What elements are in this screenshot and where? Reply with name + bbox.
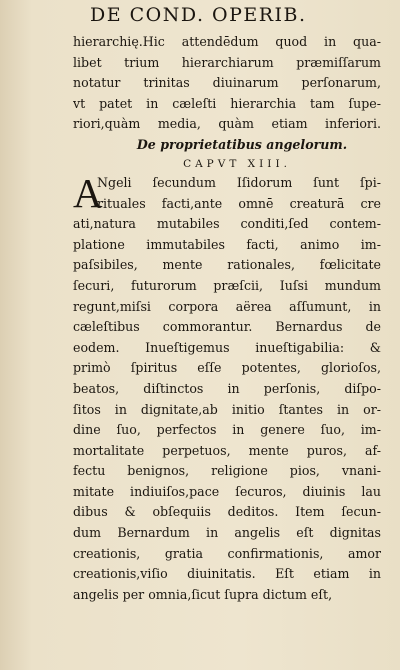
- text-line: cæleſtibus commorantur. Bernardus de: [73, 319, 381, 335]
- text-line: beatos, diſtinctos in perſonis, diſpo-: [73, 380, 381, 396]
- text-line: regunt,miſsi corpora aërea aſſumunt, in: [73, 298, 381, 314]
- text-line: mitate indiuiſos,pace ſecuros, diuinis lau: [73, 483, 381, 499]
- text-line: ſitos in dignitate,ab initio ſtantes in or-: [73, 401, 381, 417]
- text-line: fectu benignos, religione pios, vnani-: [73, 463, 381, 479]
- initial-paragraph-start: [73, 169, 381, 216]
- text-line: ati,natura mutabiles conditi,ſed contem-: [73, 216, 381, 232]
- text-line: ſecuri, futurorum præſcii, Iuſsi mundum: [73, 277, 381, 293]
- text-line: notatur trinitas diuinarum perſonarum,: [73, 75, 381, 91]
- text-line: vt patet in cæleſti hierarchia tam ſupe-: [73, 95, 381, 111]
- text-line: creationis, gratia confirmationis, amor: [73, 545, 381, 561]
- text-line: platione immutabiles facti, animo im-: [73, 236, 381, 252]
- text-block: [73, 32, 381, 605]
- chapter-heading: CAPVT XIII.: [183, 157, 291, 170]
- text-line: dum Bernardum in angelis eſt dignitas: [73, 525, 381, 541]
- text-line: riori,quàm media, quàm etiam inferiori.: [73, 116, 381, 132]
- text-line: mortalitate perpetuos, mente puros, af-: [73, 442, 381, 458]
- text-line: dine ſuo, perfectos in genere ſuo, im-: [73, 422, 381, 438]
- text-line: creationis,viſio diuinitatis. Eſt etiam in: [73, 566, 381, 582]
- text-line: Ngeli ſecundum Iſidorum ſunt ſpi-: [97, 174, 381, 190]
- section-heading: De proprietatibus angelorum.: [136, 136, 348, 152]
- text-line: primò ſpiritus eſſe potentes, glorioſos,: [73, 360, 381, 376]
- text-line: libet trium hierarchiarum præmiſſarum: [73, 54, 381, 70]
- drop-cap: A: [73, 169, 103, 216]
- text-line: dibus & obſequiis deditos. Item ſecun-: [73, 504, 381, 520]
- text-line: hierarchię.Hic attendēdum quod in qua-: [73, 34, 381, 49]
- text-line: angelis per omnia,ſicut ſupra dictum eſt,: [73, 586, 333, 602]
- text-line: rituales facti,ante omnē creaturā cre: [97, 195, 381, 211]
- text-line: paſsibiles, mente rationales, fœlicitate: [73, 257, 381, 273]
- text-line: eodem. Inueſtigemus inueſtigabilia: &: [73, 339, 381, 355]
- running-head: DE COND. OPERIB.: [90, 4, 307, 26]
